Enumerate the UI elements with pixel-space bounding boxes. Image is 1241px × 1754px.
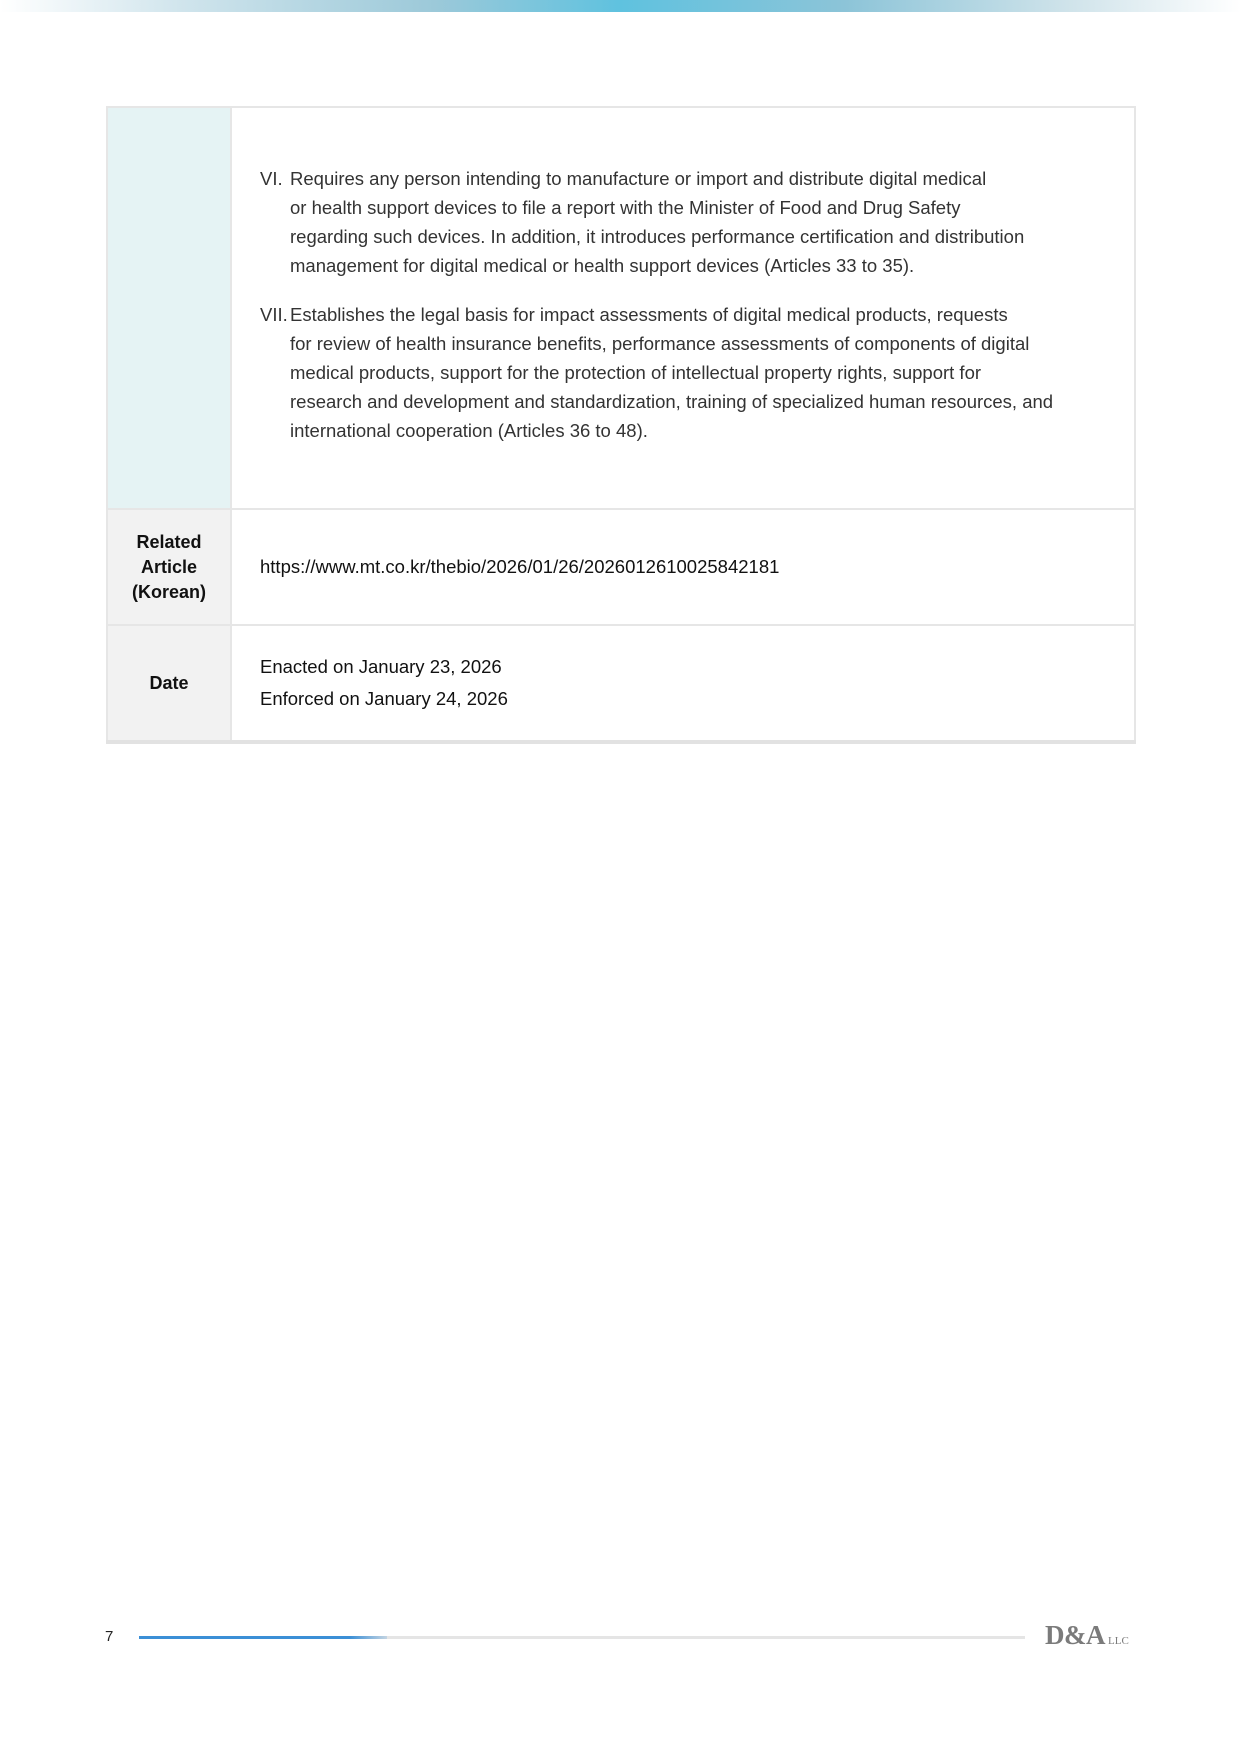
date-cell <box>231 625 1135 742</box>
page-number: 7 <box>105 1628 114 1645</box>
list-text <box>290 300 1106 445</box>
text-line: research and development and standardization, training of specialized human resources, and <box>290 391 1054 412</box>
text-line: international cooperation (Articles 36 to 48). <box>290 420 648 441</box>
list-number: VII. <box>260 304 288 325</box>
list-item-vi <box>260 164 1106 280</box>
logo-mark: D&A <box>1045 1620 1105 1650</box>
logo-suffix: LLC <box>1108 1635 1129 1647</box>
top-gradient-bar <box>0 0 1241 12</box>
company-logo <box>1045 1620 1129 1651</box>
text-line: medical products, support for the protection of intellectual property rights, support for <box>290 362 982 383</box>
list-number: VI. <box>260 168 283 189</box>
label-line: (Korean) <box>131 581 206 602</box>
list-text <box>290 164 1106 280</box>
related-article-label <box>107 509 231 625</box>
label-line: Related <box>136 531 202 552</box>
footer-progress-rule <box>139 1636 1025 1639</box>
text-line: for review of health insurance benefits, performance assessments of components of digital <box>290 333 1030 354</box>
enacted-date: Enacted on January 23, 2026 <box>260 656 502 677</box>
list-item-vii <box>260 300 1106 445</box>
table-row-date <box>107 625 1135 742</box>
info-table <box>106 106 1136 744</box>
enforced-date: Enforced on January 24, 2026 <box>260 688 508 709</box>
summary-content-cell <box>231 107 1135 509</box>
related-article-link[interactable]: https://www.mt.co.kr/thebio/2026/01/26/2026012610025842181 <box>260 556 780 577</box>
text-line: or health support devices to file a report with the Minister of Food and Drug Safety <box>290 197 961 218</box>
date-label: Date <box>107 625 231 742</box>
related-article-cell <box>231 509 1135 625</box>
text-line: regarding such devices. In addition, it introduces performance certification and distribution <box>290 226 1025 247</box>
text-line: management for digital medical or health support devices (Articles 33 to 35). <box>290 255 915 276</box>
label-line: Article <box>140 556 198 577</box>
text-line: Establishes the legal basis for impact assessments of digital medical products, requests <box>290 304 1008 325</box>
table-row-related-article <box>107 509 1135 625</box>
summary-label-cell <box>107 107 231 509</box>
footer-progress-fill <box>139 1636 387 1639</box>
text-line: Requires any person intending to manufacture or import and distribute digital medical <box>290 168 987 189</box>
table-row-summary <box>107 107 1135 509</box>
